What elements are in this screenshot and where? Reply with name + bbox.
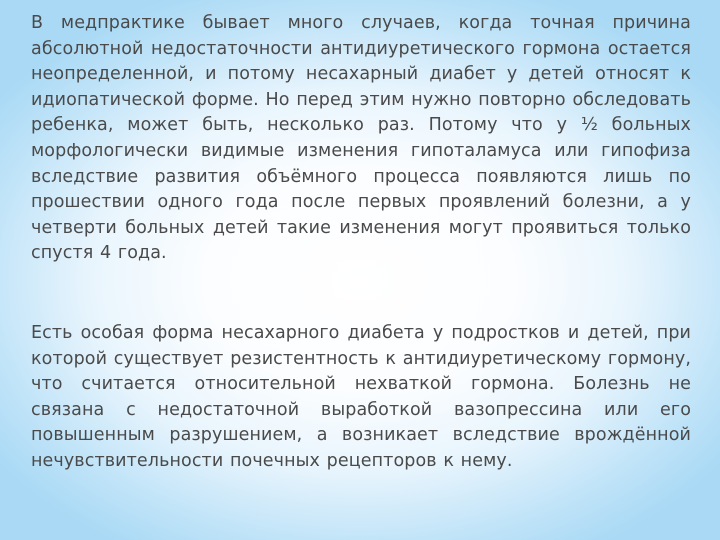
paragraph-2: Есть особая форма несахарного диабета у подростков и детей, при которой существует резистентность к антидиуретическому гормону, что считается относительной нехваткой гормона. Болезнь не связана с недостаточной выработкой вазопрессина или его повышенным разрушением, а возникает вследствие врождённой нечувствительности почечных рецепторов к нему.	[31, 323, 691, 471]
paragraph-1: В медпрактике бывает много случаев, когда точная причина абсолютной недостаточности антидиуретического гормона остается неопределенной, и потому несахарный диабет у детей относят к идиопатической форме. Но перед этим нужно повторно обследовать ребенка, может быть, несколько раз. Потому что у ½ больных морфологически видимые изменения гипоталамуса или гипофиза вследствие развития объёмного процесса появляются лишь по прошествии одного года после первых проявлений болезни, а у четверти больных детей такие изменения могут проявиться только спустя 4 года.	[31, 13, 691, 264]
